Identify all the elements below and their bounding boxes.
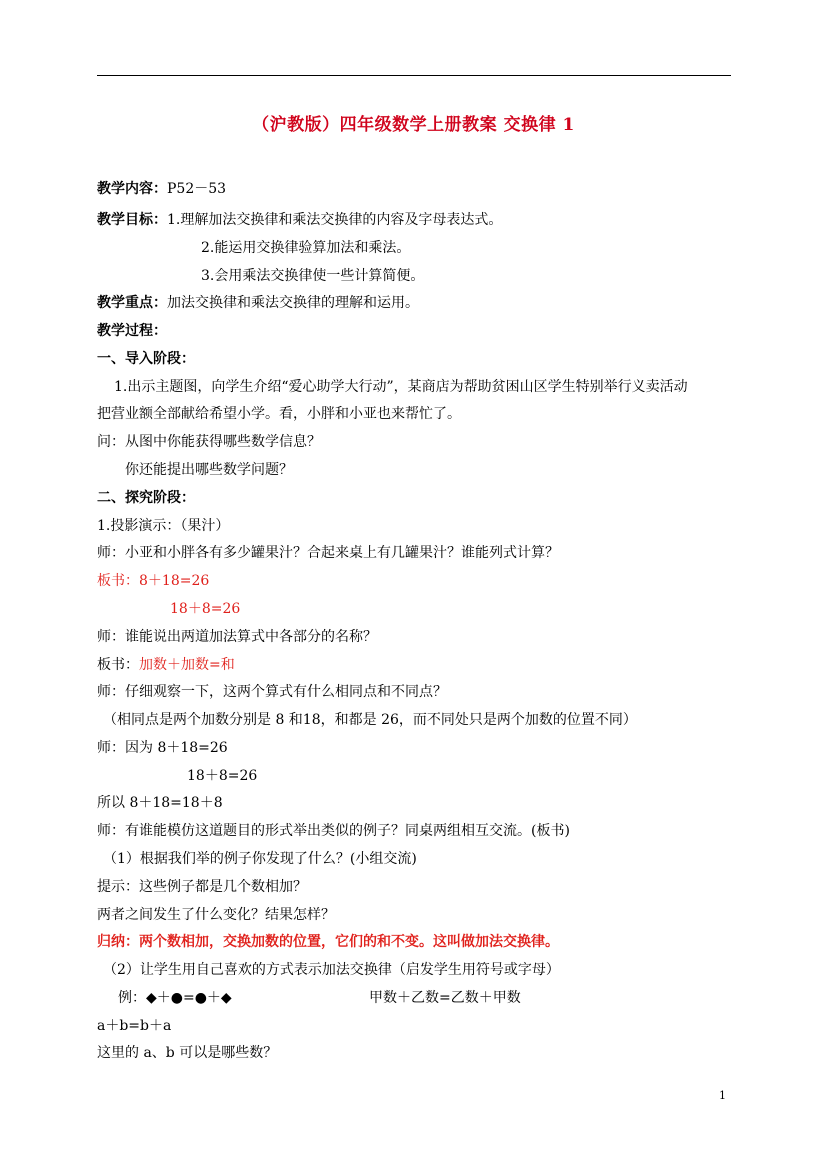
focus-label: 教学重点： bbox=[97, 295, 167, 311]
example-words: 甲数＋乙数=乙数＋甲数 bbox=[369, 990, 521, 1006]
paragraph: a＋b=b＋a bbox=[97, 1018, 172, 1034]
summary-label: 归纳： bbox=[97, 934, 139, 950]
content-text: P52－53 bbox=[167, 181, 227, 197]
summary-line bbox=[97, 931, 559, 953]
paragraph: （2）让学生用自己喜欢的方式表示加法交换律（启发学生用符号或字母） bbox=[103, 962, 560, 978]
paragraph: 这里的 a、b 可以是哪些数？ bbox=[97, 1045, 278, 1061]
focus-line bbox=[97, 292, 419, 314]
paragraph: 把营业额全部献给希望小学。看，小胖和小亚也来帮忙了。 bbox=[97, 406, 461, 422]
board-label: 板书： bbox=[97, 573, 139, 589]
goals-label: 教学目标： bbox=[97, 212, 167, 228]
paragraph: （1）根据我们举的例子你发现了什么？(小组交流) bbox=[103, 851, 417, 867]
header-rule bbox=[97, 75, 731, 76]
focus-text: 加法交换律和乘法交换律的理解和运用。 bbox=[167, 295, 419, 311]
board-equation: 18＋8=26 bbox=[170, 601, 241, 617]
paragraph: 师：仔细观察一下，这两个算式有什么相同点和不同点？ bbox=[97, 684, 447, 700]
board-equation: 8＋18=26 bbox=[139, 573, 210, 589]
process-label: 教学过程： bbox=[97, 323, 167, 339]
page-number: 1 bbox=[719, 1089, 726, 1102]
board-label: 板书： bbox=[97, 657, 139, 673]
goals-line-1 bbox=[97, 209, 502, 231]
stage2-heading: 二、探究阶段： bbox=[97, 490, 195, 506]
page-title: （沪教版）四年级数学上册教案 交换律 1 bbox=[252, 115, 575, 135]
paragraph: 师：有谁能模仿这道题目的形式举出类似的例子？同桌两组相互交流。(板书) bbox=[97, 823, 570, 839]
question: 问：从图中你能获得哪些数学信息？ bbox=[97, 434, 321, 450]
paragraph: 18＋8=26 bbox=[187, 768, 258, 784]
paragraph: 提示：这些例子都是几个数相加？ bbox=[97, 879, 307, 895]
summary-text: 两个数相加，交换加数的位置，它们的和不变。这叫做加法交换律。 bbox=[139, 934, 559, 950]
content-line bbox=[97, 178, 226, 200]
goal-item: 3.会用乘法交换律使一些计算简便。 bbox=[201, 268, 425, 284]
question: 你还能提出哪些数学问题？ bbox=[125, 462, 293, 478]
paragraph: 两者之间发生了什么变化？结果怎样？ bbox=[97, 907, 335, 923]
paragraph: 师：谁能说出两道加法算式中各部分的名称？ bbox=[97, 629, 377, 645]
content-label: 教学内容： bbox=[97, 181, 167, 197]
board-line-2 bbox=[97, 654, 235, 676]
goal-item: 2.能运用交换律验算加法和乘法。 bbox=[201, 240, 411, 256]
board-text: 加数＋加数=和 bbox=[139, 657, 235, 673]
paragraph: （相同点是两个加数分别是 8 和18，和都是 26，而不同处只是两个加数的位置不同） bbox=[103, 712, 637, 728]
paragraph: 师：因为 8＋18=26 bbox=[97, 740, 228, 756]
paragraph: 所以 8＋18=18＋8 bbox=[97, 795, 223, 811]
paragraph: 1.出示主题图，向学生介绍“爱心助学大行动”，某商店为帮助贫困山区学生特别举行义卖活动 bbox=[114, 379, 688, 395]
example-symbols: 例：◆＋●=●＋◆ bbox=[118, 990, 232, 1006]
paragraph: 师：小亚和小胖各有多少罐果汁？合起来桌上有几罐果汁？谁能列式计算？ bbox=[97, 545, 559, 561]
stage1-heading: 一、导入阶段： bbox=[97, 351, 195, 367]
paragraph: 1.投影演示：（果汁） bbox=[97, 518, 230, 534]
board-line-1 bbox=[97, 570, 209, 592]
goal-item: 1.理解加法交换律和乘法交换律的内容及字母表达式。 bbox=[167, 212, 503, 228]
